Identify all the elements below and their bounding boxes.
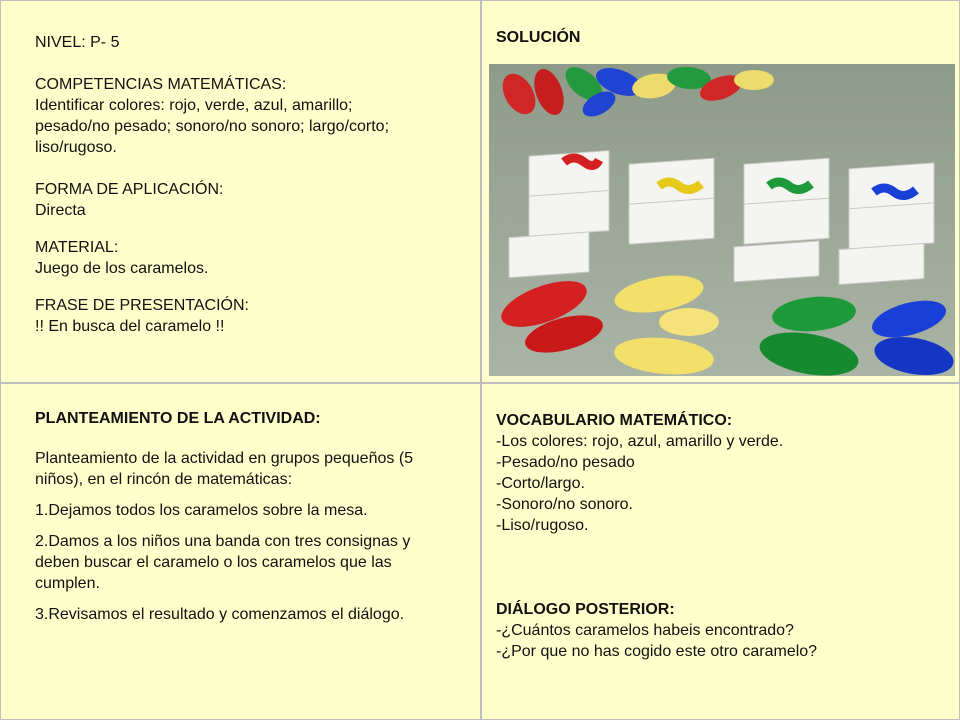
forma-title: FORMA DE APLICACIÓN: — [35, 181, 224, 198]
activity-step-3: 3.Revisamos el resultado y comenzamos el diálogo. — [35, 606, 405, 623]
activity-step-2-line: deben buscar el caramelo o los caramelos que las — [35, 554, 392, 571]
activity-title: PLANTEAMIENTO DE LA ACTIVIDAD: — [35, 410, 321, 427]
activity-step-2-line: 2.Damos a los niños una banda con tres consignas y — [35, 533, 411, 550]
competencias-line: Identificar colores: rojo, verde, azul, amarillo; — [35, 97, 353, 114]
material-title: MATERIAL: — [35, 239, 119, 256]
vocabulary-text — [496, 410, 951, 662]
nivel-line: NIVEL: P- 5 — [35, 34, 120, 51]
forma-value: Directa — [35, 202, 86, 219]
dialogo-title: DIÁLOGO POSTERIOR: — [496, 601, 675, 618]
photo-candies-icon — [489, 64, 955, 376]
activity-intro-line: niños), en el rincón de matemáticas: — [35, 471, 293, 488]
vocabulary-item: -Sonoro/no sonoro. — [496, 496, 633, 513]
vocabulary-title: VOCABULARIO MATEMÁTICO: — [496, 412, 733, 429]
activity-cell — [0, 383, 481, 720]
activity-intro-line: Planteamiento de la actividad en grupos pequeños (5 — [35, 450, 414, 467]
vocabulary-item: -Corto/largo. — [496, 475, 585, 492]
vocabulary-item: -Pesado/no pesado — [496, 454, 635, 471]
activity-step-1: 1.Dejamos todos los caramelos sobre la mesa. — [35, 502, 368, 519]
solution-cell — [481, 0, 960, 383]
frase-value: !! En busca del caramelo !! — [35, 318, 225, 335]
dialogo-item: -¿Cuántos caramelos habeis encontrado? — [496, 622, 794, 639]
dialogo-item: -¿Por que no has cogido este otro caramelo? — [496, 643, 818, 660]
info-text — [35, 32, 475, 337]
material-value: Juego de los caramelos. — [35, 260, 209, 277]
info-cell — [0, 0, 481, 383]
vocabulary-item: -Liso/rugoso. — [496, 517, 589, 534]
competencias-title: COMPETENCIAS MATEMÁTICAS: — [35, 76, 287, 93]
competencias-line: liso/rugoso. — [35, 139, 117, 156]
solution-title: SOLUCIÓN — [496, 29, 581, 46]
vocabulary-item: -Los colores: rojo, azul, amarillo y verde. — [496, 433, 784, 450]
activity-text — [35, 408, 475, 625]
frase-title: FRASE DE PRESENTACIÓN: — [35, 297, 249, 314]
vocabulary-cell — [481, 383, 960, 720]
competencias-line: pesado/no pesado; sonoro/no sonoro; largo/corto; — [35, 118, 390, 135]
activity-step-2-line: cumplen. — [35, 575, 100, 592]
